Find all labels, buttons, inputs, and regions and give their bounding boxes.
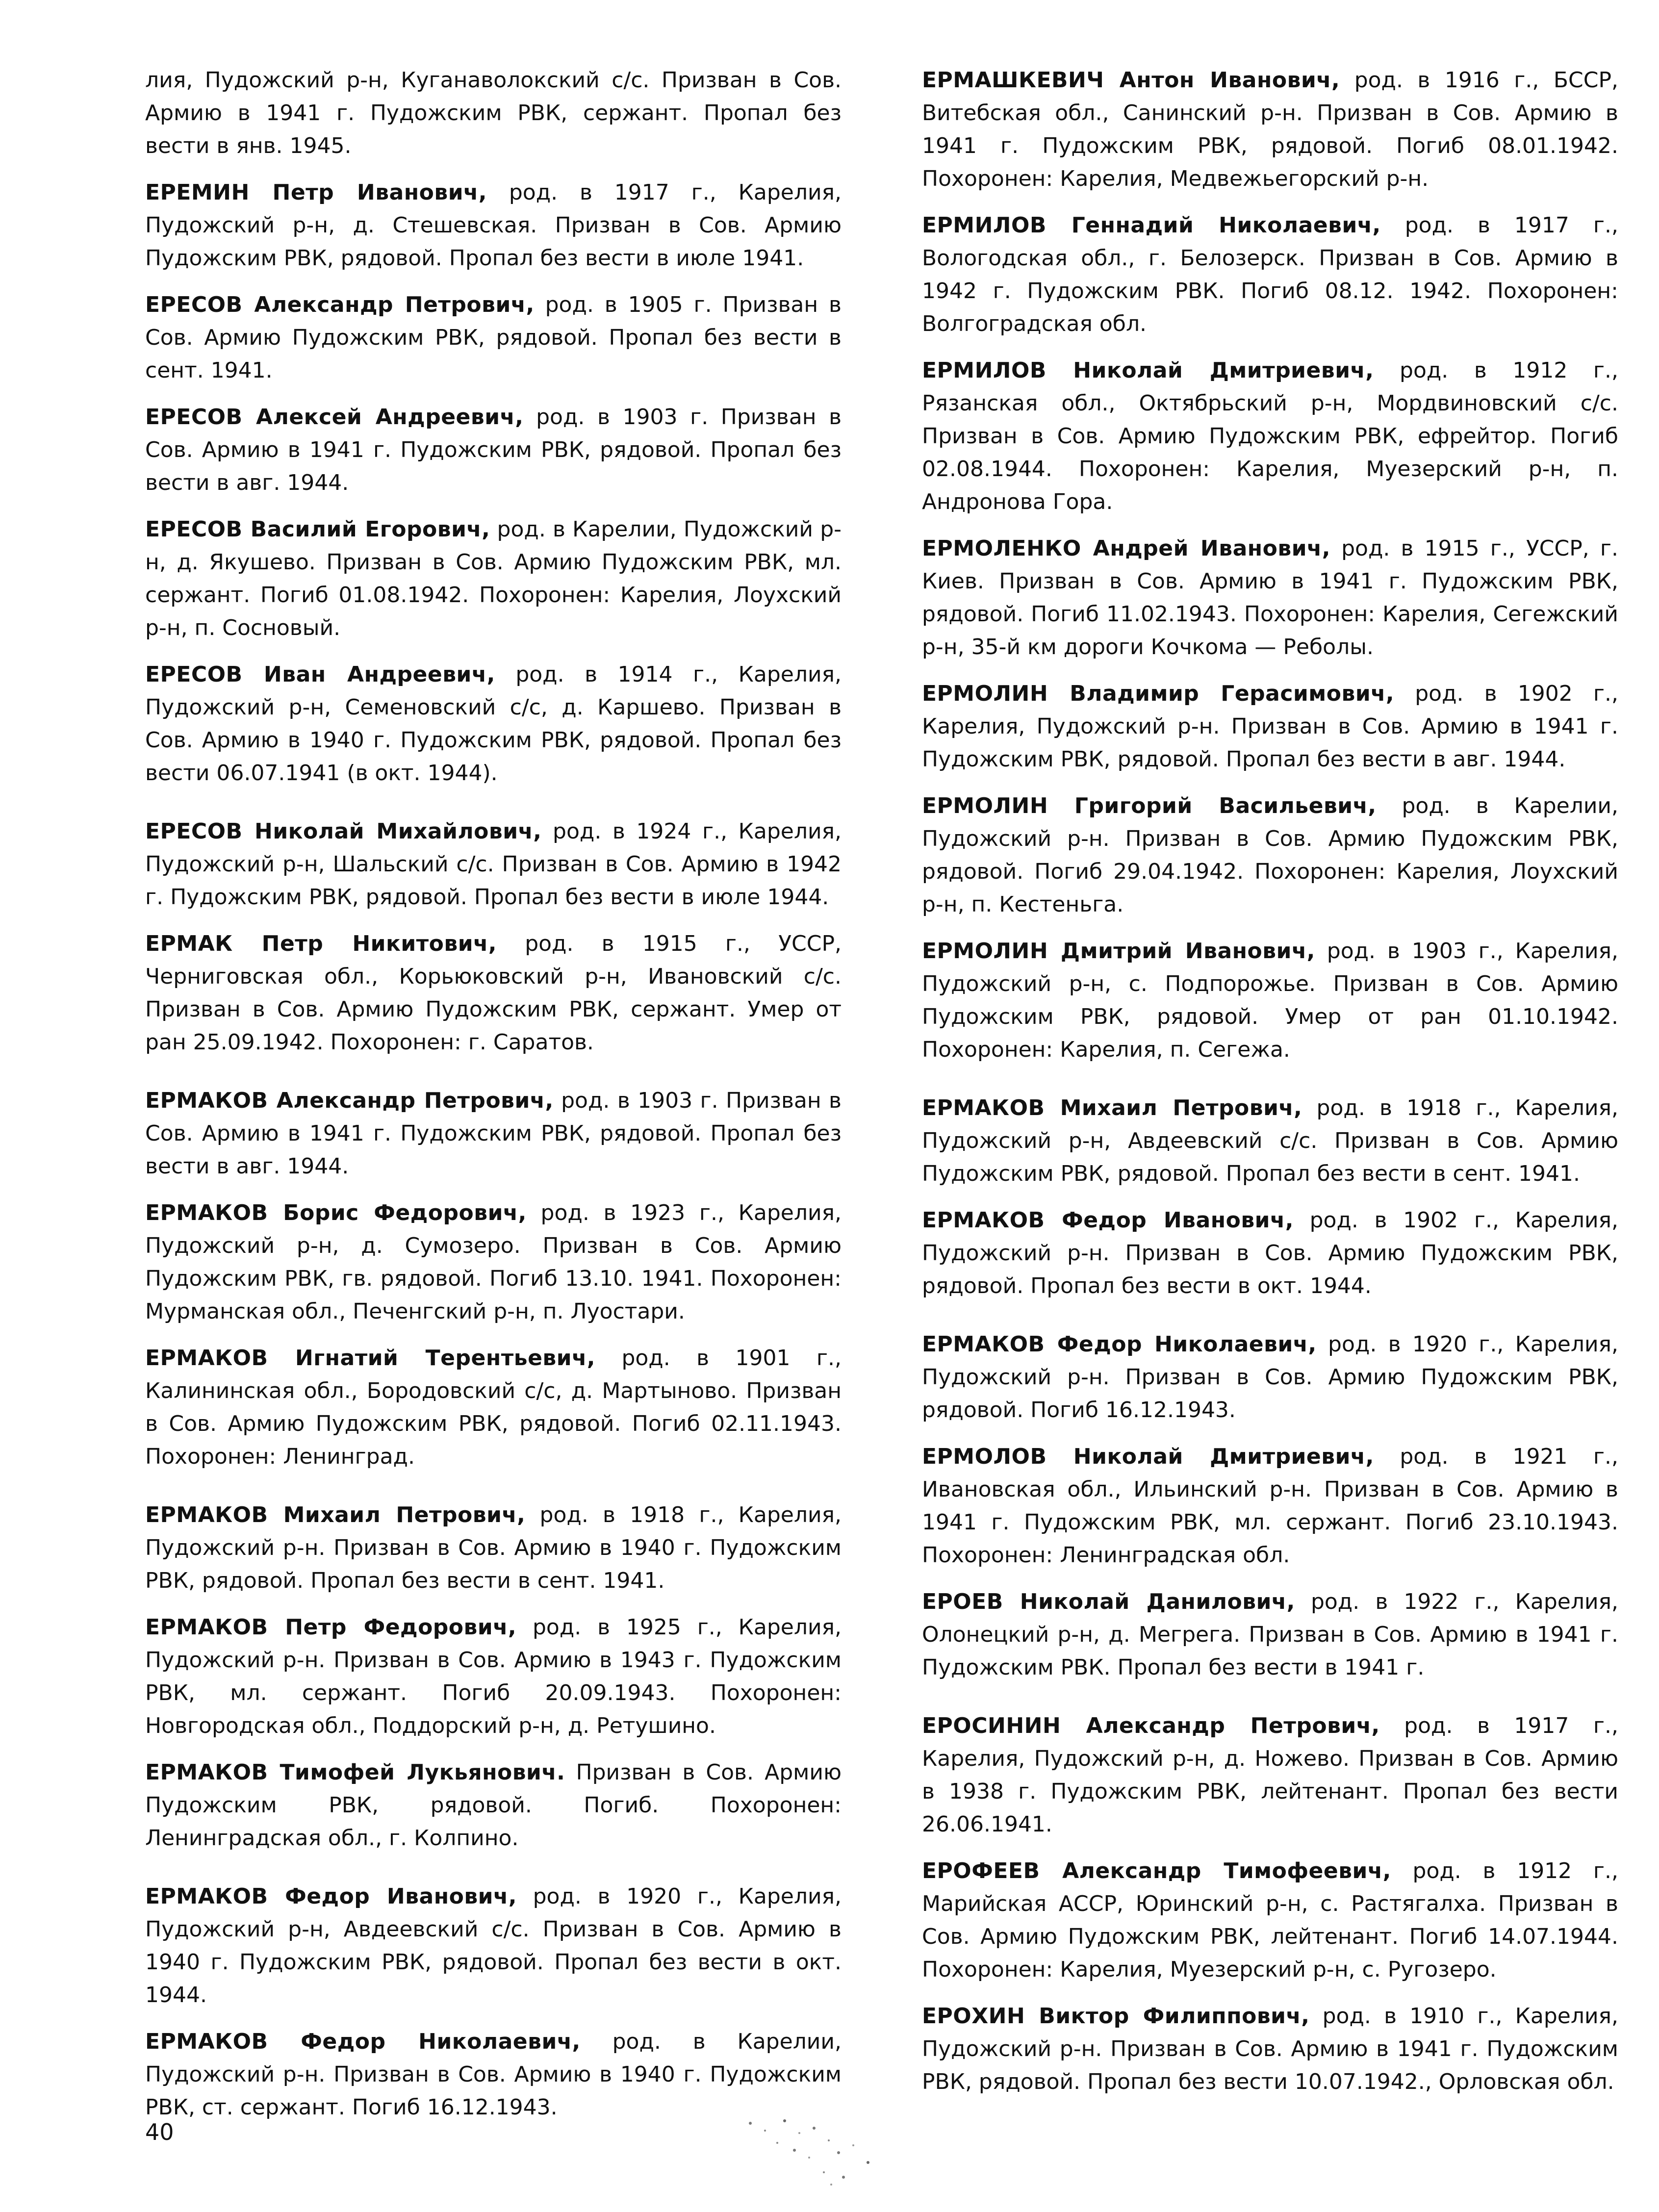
entry [922, 1204, 1618, 1302]
entry [922, 2000, 1618, 2098]
entry [922, 789, 1618, 921]
entry-text: род. в 1920 г., Карелия, Пудожский р-н. Призван в Сов. Армию Пудожским РВК, рядовой. Погиб 16.12.1943. [922, 1332, 1618, 1423]
entry-text: род. в 1923 г., Карелия, Пудожский р-н, д. Сумозеро. Призван в Сов. Армию Пудожским РВК, гв. рядовой. Погиб 13.10. 1941. Похоронен: Мурманская обл., Печенгский р-н, п. Луостари. [145, 1200, 842, 1324]
entry [145, 1611, 842, 1742]
entry-name: ЕРМОЛИН Григорий Васильевич, [922, 793, 1377, 818]
entry-name: ЕРМАШКЕВИЧ Антон Иванович, [922, 68, 1340, 93]
entry-text: род. в 1922 г., Карелия, Олонецкий р-н, д. Мегрега. Призван в Сов. Армию в 1941 г. Пудожским РВК. Пропал без вести в 1941 г. [922, 1589, 1619, 1680]
entry-text: род. в 1910 г., Карелия, Пудожский р-н. Призван в Сов. Армию в 1941 г. Пудожским РВК, рядовой. Пропал без вести 10.07.1942., Орловская обл. [922, 2004, 1619, 2094]
entry-name: ЕРМАКОВ Федор Иванович, [145, 1884, 517, 1909]
entry-name: ЕРОСИНИН Александр Петрович, [922, 1713, 1380, 1738]
entry [145, 658, 842, 789]
entry [922, 64, 1618, 195]
entry-name: ЕРМАКОВ Михаил Петрович, [922, 1095, 1302, 1120]
entry [145, 927, 842, 1059]
entry-name: ЕРОЕВ Николай Данилович, [922, 1589, 1295, 1614]
entry-name: ЕРЕСОВ Василий Егорович, [145, 517, 490, 542]
entry-name: ЕРМОЛЕНКО Андрей Иванович, [922, 536, 1330, 561]
entry-name: ЕРМАКОВ Федор Иванович, [922, 1208, 1294, 1233]
entry-text: род. в 1915 г., УССР, г. Киев. Призван в Сов. Армию в 1941 г. Пудожским РВК, рядовой. Погиб 11.02.1943. Похоронен: Карелия, Сегежский р-н, 35-й км дороги Кочкома — Реболы. [922, 536, 1618, 660]
entry-name: ЕРМАКОВ Игнатий Терентьевич, [145, 1346, 596, 1371]
entry-text: род. в 1917 г., Карелия, Пудожский р-н, д. Стешевская. Призван в Сов. Армию Пудожским РВК, рядовой. Пропал без вести в июле 1941. [145, 180, 842, 271]
entry-name: ЕРЕСОВ Алексей Андреевич, [145, 405, 524, 430]
entry [922, 209, 1618, 340]
entry-name: ЕРМАКОВ Тимофей Лукьянович. [145, 1760, 565, 1785]
entry-name: ЕРЕСОВ Александр Петрович, [145, 292, 535, 317]
entry-name: ЕРЕМИН Петр Иванович, [145, 180, 487, 205]
entry [145, 815, 842, 914]
entry-text: род. в Карелии, Пудожский р-н. Призван в Сов. Армию в 1940 г. Пудожским РВК, ст. сержант. Погиб 16.12.1943. [145, 2029, 842, 2120]
entry-name: ЕРМОЛОВ Николай Дмитриевич, [922, 1444, 1374, 1469]
entry-name: ЕРМАКОВ Борис Федорович, [145, 1200, 527, 1225]
entry-text: род. в 1914 г., Карелия, Пудожский р-н, Семеновский с/с, д. Каршево. Призван в Сов. Армию в 1940 г. Пудожским РВК, рядовой. Пропал без вести 06.07.1941 (в окт. 1944). [145, 662, 842, 786]
entry-name: ЕРМИЛОВ Николай Дмитриевич, [922, 358, 1374, 383]
entry [922, 1440, 1618, 1572]
entry-text: род. в 1901 г., Калининская обл., Бородовский с/с, д. Мартыново. Призван в Сов. Армию Пудожским РВК, рядовой. Погиб 02.11.1943. Похоронен: Ленинград. [145, 1346, 842, 1469]
entry-name: ЕРМИЛОВ Геннадий Николаевич, [922, 213, 1381, 238]
entry-text: род. в 1903 г., Карелия, Пудожский р-н, с. Подпорожье. Призван в Сов. Армию Пудожским РВК, рядовой. Умер от ран 01.10.1942. Похоронен: Карелия, п. Сегежа. [922, 939, 1618, 1062]
entry-text: род. в 1903 г. Призван в Сов. Армию в 1941 г. Пудожским РВК, рядовой. Пропал без вести в авг. 1944. [145, 405, 842, 495]
entry-name: ЕРЕСОВ Николай Михайлович, [145, 819, 542, 844]
entry-text: лия, Пудожский р-н, Куганаволокский с/с. Призван в Сов. Армию в 1941 г. Пудожским РВК, сержант. Пропал без вести в янв. 1945. [145, 68, 842, 158]
right-column [922, 64, 1618, 2112]
entry [922, 1855, 1618, 1986]
entry [922, 1585, 1618, 1684]
page-number: 40 [145, 2119, 174, 2145]
entry [922, 532, 1618, 663]
entry [922, 354, 1618, 518]
entry [922, 677, 1618, 776]
entry-text: род. в 1903 г. Призван в Сов. Армию в 1941 г. Пудожским РВК, рядовой. Пропал без вести в авг. 1944. [145, 1088, 842, 1179]
entry [145, 1342, 842, 1473]
entry [922, 935, 1618, 1066]
entry-text: род. в 1918 г., Карелия, Пудожский р-н. Призван в Сов. Армию в 1940 г. Пудожским РВК, рядовой. Пропал без вести в сент. 1941. [145, 1502, 842, 1593]
left-column [145, 64, 842, 2137]
entry-name: ЕРМОЛИН Владимир Герасимович, [922, 681, 1395, 706]
entry [922, 1328, 1618, 1426]
entry-text: род. в 1902 г., Карелия, Пудожский р-н. Призван в Сов. Армию Пудожским РВК, рядовой. Пропал без вести в окт. 1944. [922, 1208, 1618, 1298]
entry [145, 1880, 842, 2011]
entry-text: род. в 1912 г., Марийская АССР, Юринский р-н, с. Растягалха. Призван в Сов. Армию Пудожским РВК, лейтенант. Погиб 14.07.1944. Похоронен: Карелия, Муезерский р-н, с. Ругозеро. [922, 1858, 1618, 1982]
entry [145, 1196, 842, 1328]
entry [145, 1756, 842, 1855]
entry-name: ЕРМАКОВ Федор Николаевич, [145, 2029, 581, 2054]
entry-text: род. в Карелии, Пудожский р-н, д. Якушево. Призван в Сов. Армию Пудожским РВК, мл. сержант. Погиб 01.08.1942. Похоронен: Карелия, Лоухский р-н, п. Сосновый. [145, 517, 842, 640]
entry-name: ЕРОХИН Виктор Филиппович, [922, 2004, 1310, 2029]
entry-text: род. в 1912 г., Рязанская обл., Октябрьский р-н, Мордвиновский с/с. Призван в Сов. Армию Пудожским РВК, ефрейтор. Погиб 02.08.1944. Похоронен: Карелия, Муезерский р-н, п. Андронова Гора. [922, 358, 1618, 514]
entry [922, 1709, 1618, 1841]
entry-text: род. в 1902 г., Карелия, Пудожский р-н. Призван в Сов. Армию в 1941 г. Пудожским РВК, рядовой. Пропал без вести в авг. 1944. [922, 681, 1619, 772]
entry-text: род. в 1918 г., Карелия, Пудожский р-н, Авдеевский с/с. Призван в Сов. Армию Пудожским РВК, рядовой. Пропал без вести в сент. 1941. [922, 1095, 1619, 1186]
entry-text: род. в 1924 г., Карелия, Пудожский р-н, Шальский с/с. Призван в Сов. Армию в 1942 г. Пудожским РВК, рядовой. Пропал без вести в июле 1944. [145, 819, 842, 910]
entry-text: род. в 1917 г., Вологодская обл., г. Белозерск. Призван в Сов. Армию в 1942 г. Пудожским РВК. Погиб 08.12. 1942. Похоронен: Волгоградская обл. [922, 213, 1618, 336]
entry [145, 288, 842, 387]
entry-text: род. в 1925 г., Карелия, Пудожский р-н. Призван в Сов. Армию в 1943 г. Пудожским РВК, мл. сержант. Погиб 20.09.1943. Похоронен: Новгородская обл., Поддорский р-н, д. Ретушино. [145, 1615, 842, 1738]
entry [145, 64, 842, 162]
entry-name: ЕРМАКОВ Петр Федорович, [145, 1615, 517, 1640]
entry-text: род. в 1915 г., УССР, Черниговская обл., Корьюковский р-н, Ивановский с/с. Призван в Сов. Армию Пудожским РВК, сержант. Умер от ран 25.09.1942. Похоронен: г. Саратов. [145, 931, 842, 1055]
entry-text: род. в 1921 г., Ивановская обл., Ильинский р-н. Призван в Сов. Армию в 1941 г. Пудожским РВК, мл. сержант. Погиб 23.10.1943. Похоронен: Ленинградская обл. [922, 1444, 1619, 1568]
entry-text: род. в 1905 г. Призван в Сов. Армию Пудожским РВК, рядовой. Пропал без вести в сент. 1941. [145, 292, 842, 383]
entry-name: ЕРОФЕЕВ Александр Тимофеевич, [922, 1858, 1391, 1883]
entry [145, 176, 842, 275]
entry-name: ЕРЕСОВ Иван Андреевич, [145, 662, 495, 687]
entry [145, 1499, 842, 1597]
entry [145, 401, 842, 499]
entry [922, 1092, 1618, 1190]
entry-name: ЕРМАКОВ Михаил Петрович, [145, 1502, 526, 1527]
entry-text: род. в Карелии, Пудожский р-н. Призван в Сов. Армию Пудожским РВК, рядовой. Погиб 29.04.1942. Похоронен: Карелия, Лоухский р-н, п. Кестеньга. [922, 793, 1619, 917]
entry [145, 1084, 842, 1183]
entry [145, 513, 842, 644]
entry-name: ЕРМАК Петр Никитович, [145, 931, 497, 956]
entry-name: ЕРМАКОВ Федор Николаевич, [922, 1332, 1317, 1357]
entry-text: род. в 1916 г., БССР, Витебская обл., Санинский р-н. Призван в Сов. Армию в 1941 г. Пудожским РВК, рядовой. Погиб 08.01.1942. Похоронен: Карелия, Медвежьегорский р-н. [922, 68, 1618, 191]
entry-text: род. в 1920 г., Карелия, Пудожский р-н, Авдеевский с/с. Призван в Сов. Армию в 1940 г. Пудожским РВК, рядовой. Пропал без вести в окт. 1944. [145, 1884, 842, 2008]
print-specks [731, 2104, 917, 2202]
entry-name: ЕРМАКОВ Александр Петрович, [145, 1088, 554, 1113]
entry-text: Призван в Сов. Армию Пудожским РВК, рядовой. Погиб. Похоронен: Ленинградская обл., г. Колпино. [145, 1760, 842, 1851]
entry-text: род. в 1917 г., Карелия, Пудожский р-н, д. Ножево. Призван в Сов. Армию в 1938 г. Пудожским РВК, лейтенант. Пропал без вести 26.06.1941. [922, 1713, 1618, 1837]
entry-name: ЕРМОЛИН Дмитрий Иванович, [922, 939, 1315, 964]
